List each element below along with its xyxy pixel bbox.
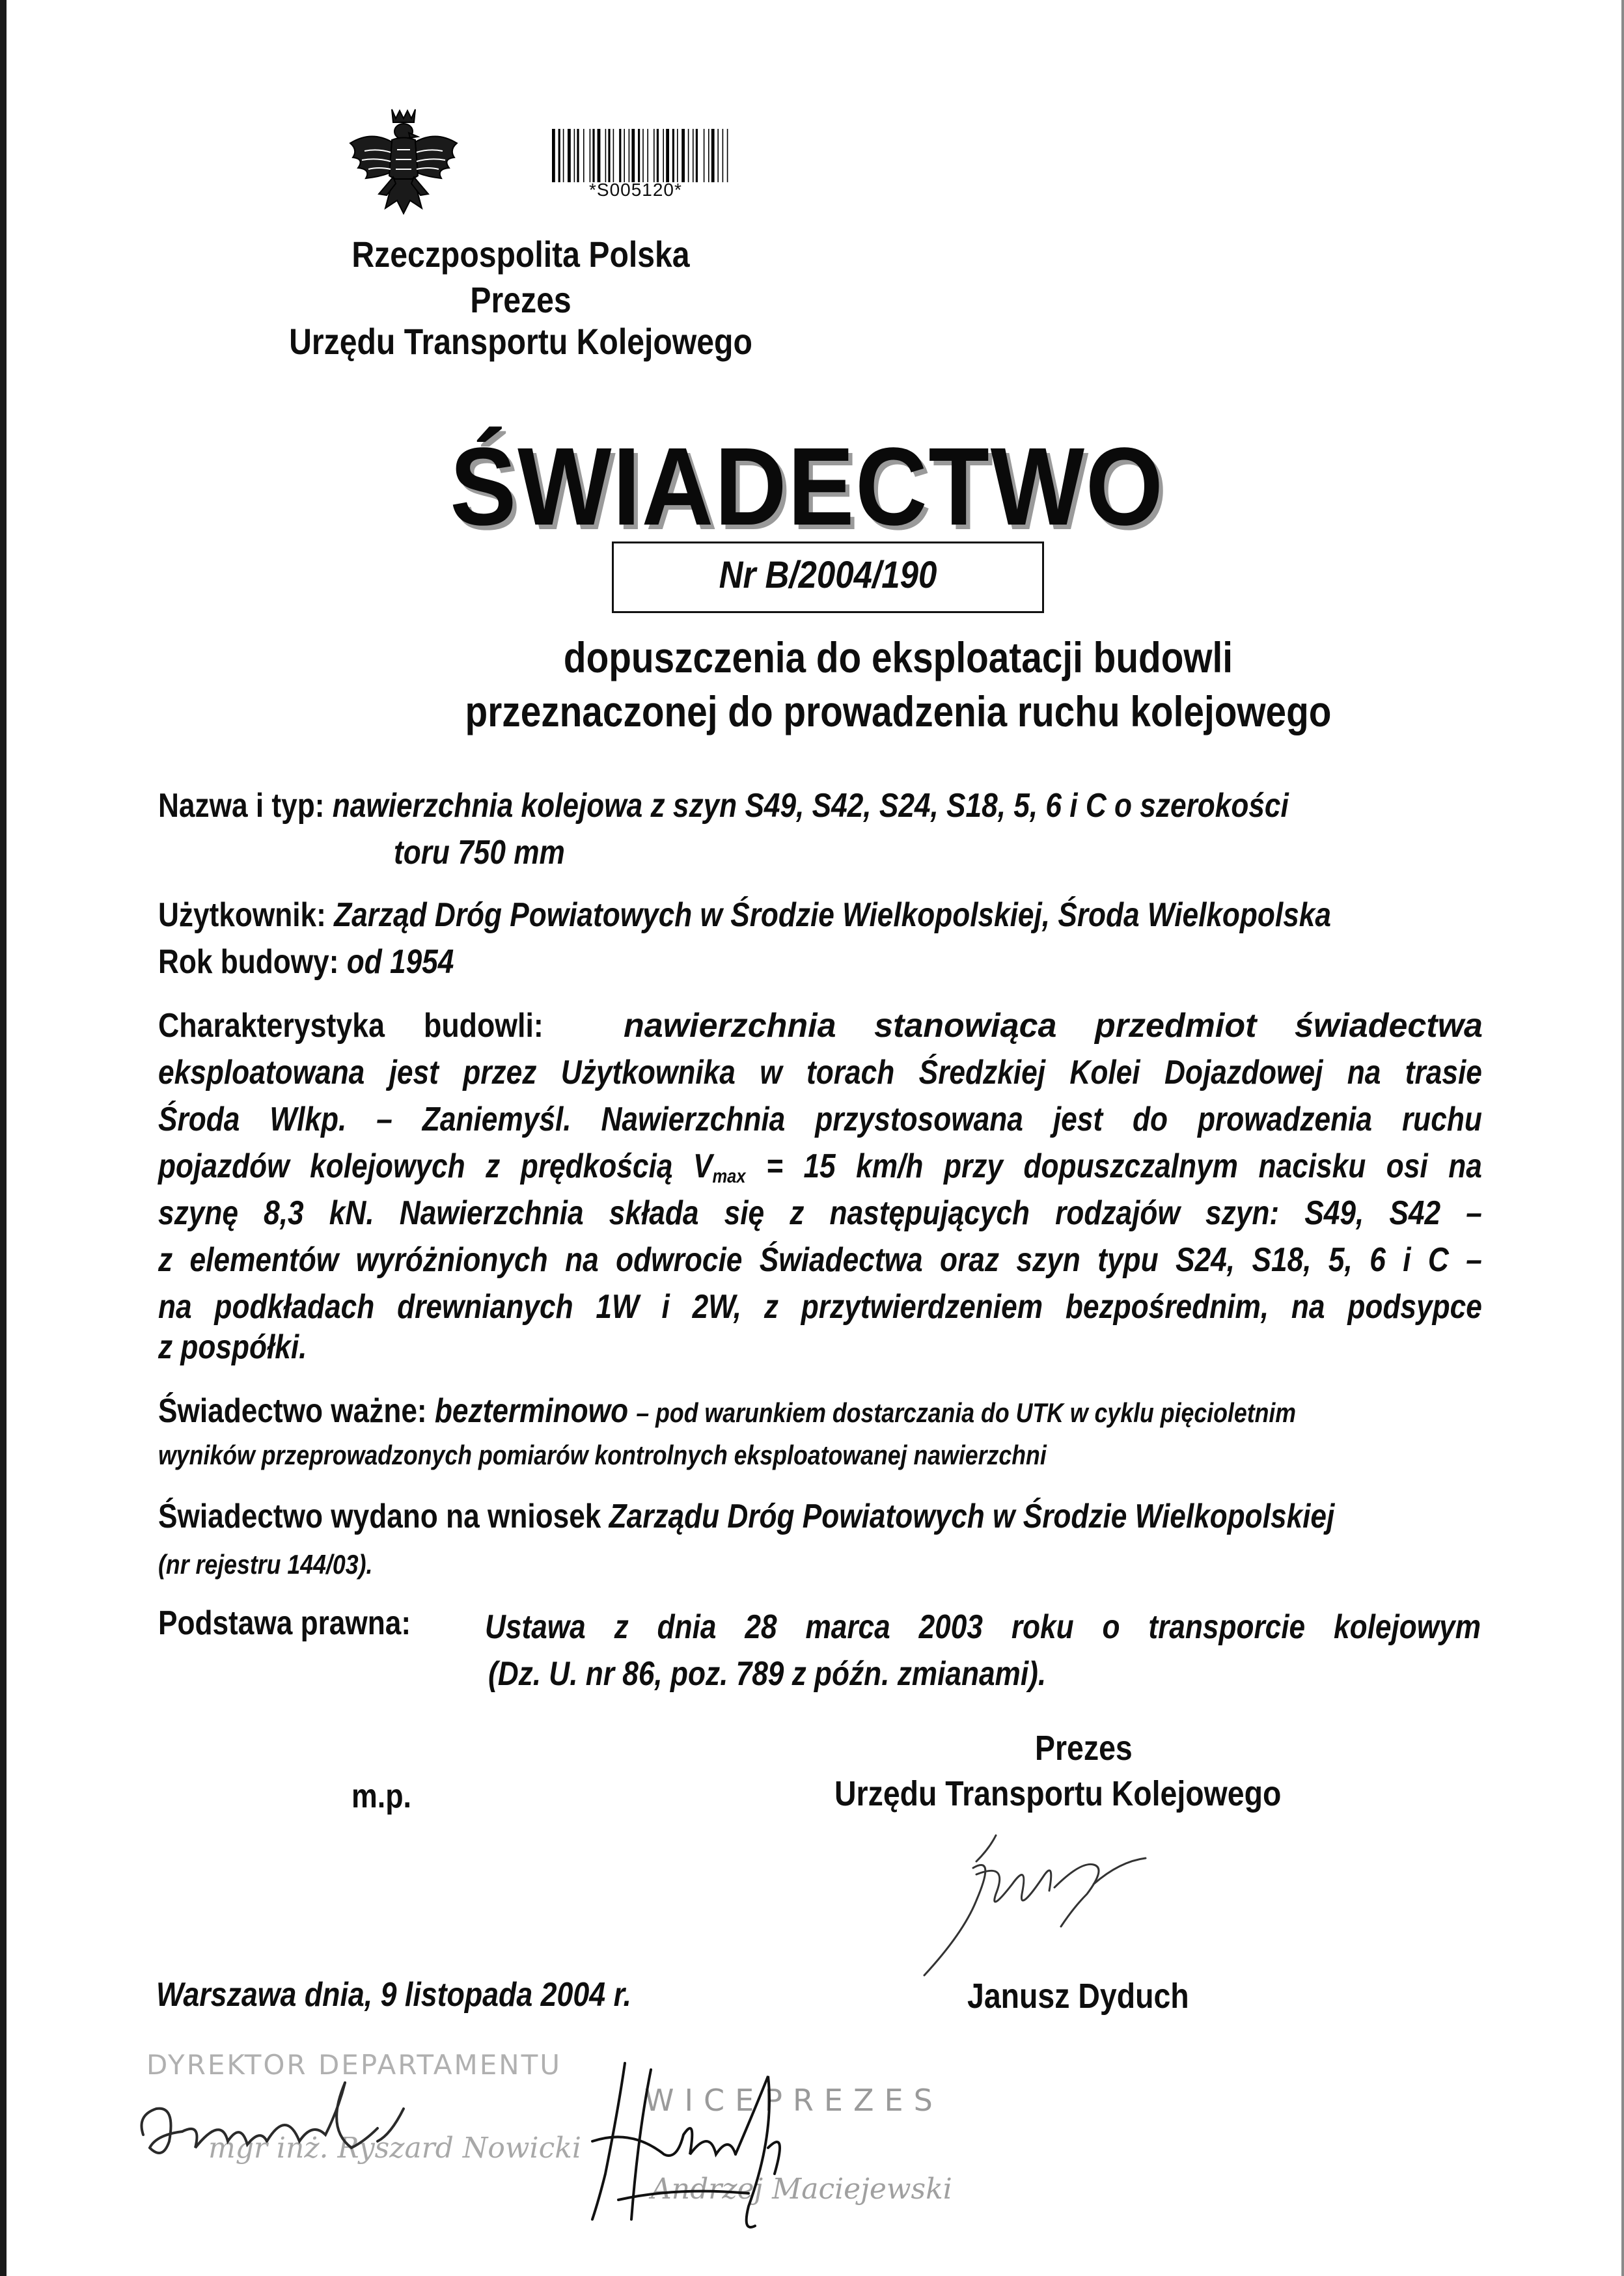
signatory-name: Janusz Dyduch (967, 1977, 1189, 2016)
seal-placeholder: m.p. (351, 1777, 411, 1815)
issuer-office: Urzędu Transportu Kolejowego (289, 321, 752, 362)
characteristics-line-4: pojazdów kolejowych z prędkością $V_{max} = 15$ km/h przy dopuszczalnym nacisku osi na (158, 1147, 1482, 1187)
characteristics-label-2: budowli: (423, 1007, 544, 1045)
year-row (158, 942, 454, 981)
name-type-row (158, 786, 1289, 825)
issued-label: Świadectwo wydano na wniosek (158, 1498, 601, 1535)
characteristics-line-2: eksploatowana jest przez Użytkownika w torach Średzkiej Kolei Dojazdowej na trasie (158, 1054, 1482, 1091)
name-type-label: Nazwa i typ: (158, 787, 325, 825)
issued-row (158, 1497, 1334, 1536)
characteristics-line-7: na podkładach drewnianych 1W i 2W, z przytwierdzeniem bezpośrednim, na podsypce (158, 1288, 1482, 1326)
validity-value: bezterminowo (434, 1392, 629, 1430)
director-stamp-name: mgr inż. Ryszard Nowicki (208, 2132, 581, 2165)
director-signature (130, 2070, 430, 2174)
president-signature (898, 1822, 1172, 1992)
certificate-number: Nr B/2004/190 (719, 554, 937, 596)
legal-basis-label: Podstawa prawna: (158, 1604, 411, 1642)
director-stamp: DYREKTOR DEPARTAMENTU (146, 2049, 562, 2081)
barcode (552, 129, 780, 182)
user-value: Zarząd Dróg Powiatowych w Środzie Wielkopolskiej, Środa Wielkopolska (334, 896, 1331, 934)
validity-note: – pod warunkiem dostarczania do UTK w cyklu pięcioletnim (636, 1397, 1297, 1428)
issued-value: Zarządu Dróg Powiatowych w Środzie Wielkopolskiej (609, 1498, 1335, 1535)
subtitle-line-1: dopuszczenia do eksploatacji budowli (563, 633, 1233, 681)
validity-label: Świadectwo ważne: (158, 1392, 427, 1430)
scan-edge-left (0, 0, 7, 2276)
characteristics-line-8: z pospółki. (158, 1328, 307, 1366)
vice-president-stamp-name: Andrzej Maciejewski (651, 2173, 952, 2206)
signatory-office: Urzędu Transportu Kolejowego (834, 1774, 1282, 1813)
characteristics-line-5: szynę 8,3 kN. Nawierzchnia składa się z następujących rodzajów szyn: S49, S42 – (158, 1194, 1482, 1232)
issued-register: (nr rejestru 144/03). (158, 1549, 373, 1580)
characteristics-row-1 (158, 1006, 1483, 1045)
issuer-title: Prezes (470, 279, 571, 320)
characteristics-line-1: nawierzchnia stanowiąca przedmiot świadectwa (623, 1007, 1483, 1045)
vice-president-signature (579, 2057, 918, 2239)
legal-basis-line-2: (Dz. U. nr 86, poz. 789 z późn. zmianami). (488, 1655, 1047, 1693)
eagle-emblem-icon (338, 104, 469, 231)
characteristics-line-6: z elementów wyróżnionych na odwrocie Świadectwa oraz szyn typu S24, S18, 5, 6 i C – (158, 1241, 1482, 1279)
user-row (158, 896, 1331, 935)
year-label: Rok budowy: (158, 943, 339, 981)
place-and-date: Warszawa dnia, 9 listopada 2004 r. (156, 1976, 631, 2014)
issuer-country: Rzeczpospolita Polska (351, 234, 690, 275)
characteristics-line-3: Środa Wlkp. – Zaniemyśl. Nawierzchnia przystosowana jest do prowadzenia ruchu (158, 1101, 1482, 1138)
document-title: ŚWIADECTWO (450, 425, 1164, 549)
legal-basis-line-1: Ustawa z dnia 28 marca 2003 roku o transporcie kolejowym (485, 1608, 1481, 1646)
year-value: od 1954 (346, 943, 454, 981)
vice-president-stamp: WICEPREZES (644, 2083, 943, 2118)
subtitle-line-2: przeznaczonej do prowadzenia ruchu kolejowego (465, 687, 1332, 735)
signatory-title: Prezes (1035, 1729, 1133, 1768)
characteristics-label: Charakterystyka (158, 1007, 385, 1045)
validity-note-cont: wyników przeprowadzonych pomiarów kontrolnych eksploatowanej nawierzchni (158, 1440, 1047, 1470)
scan-edge-right (1621, 0, 1624, 2276)
user-label: Użytkownik: (158, 896, 326, 934)
barcode-number: *S005120* (589, 180, 682, 200)
validity-row (158, 1392, 1296, 1431)
name-type-value: nawierzchnia kolejowa z szyn S49, S42, S24, S18, 5, 6 i C o szerokości (332, 787, 1289, 825)
name-type-value-cont: toru 750 mm (394, 834, 565, 871)
